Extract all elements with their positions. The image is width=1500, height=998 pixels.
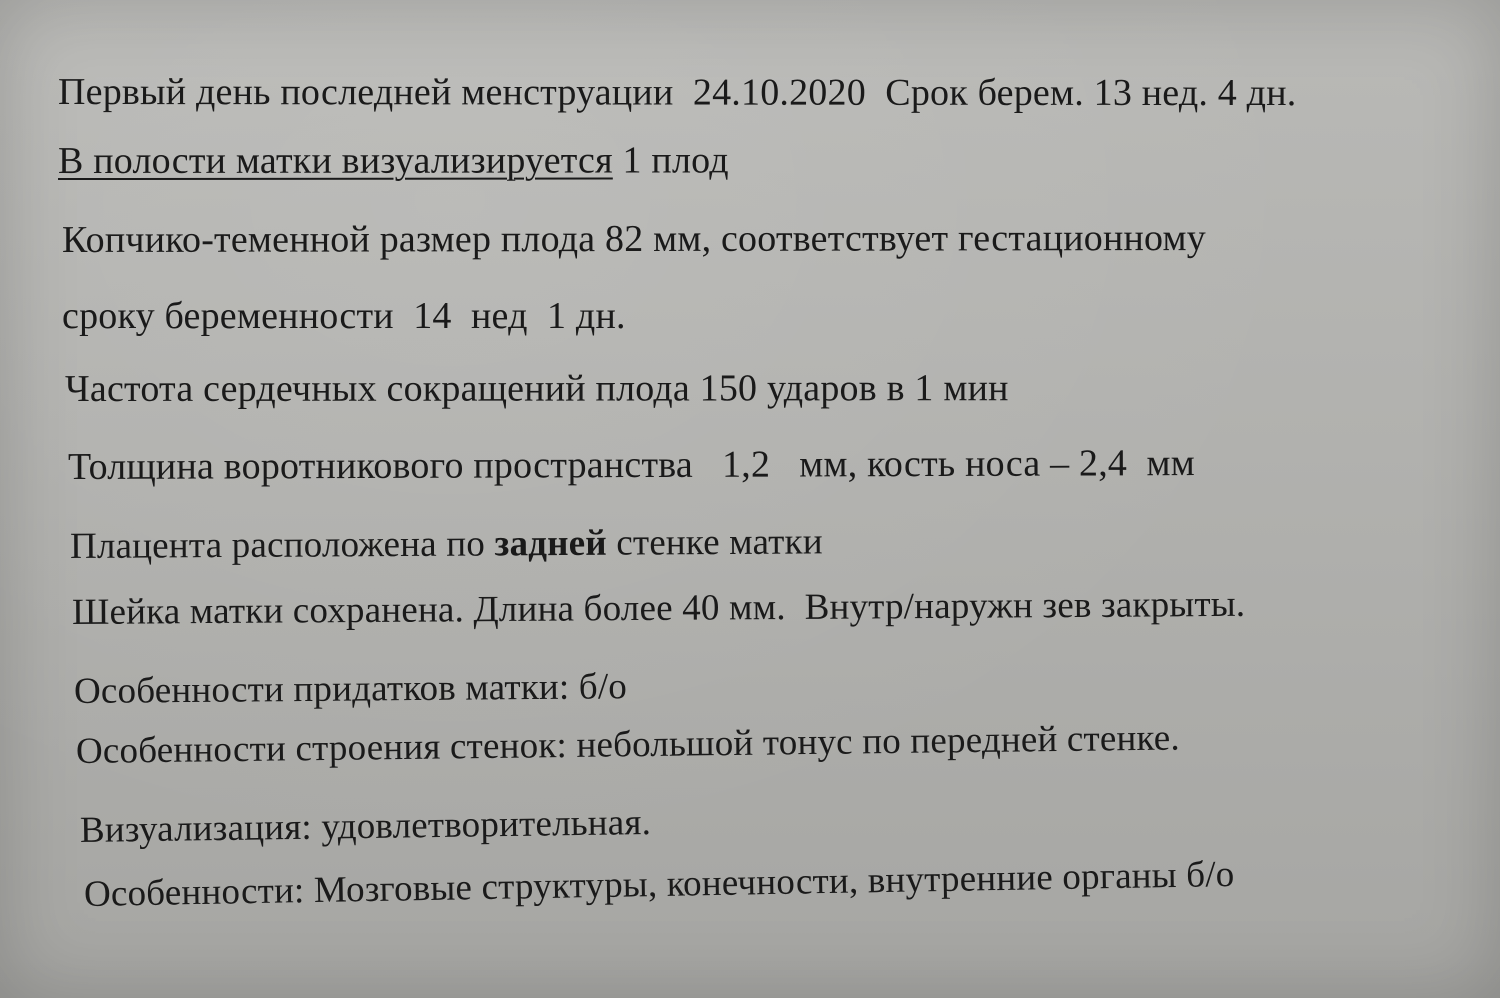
last-period-line [57,71,1297,115]
last-period-label: Первый день последней менструации [57,71,674,114]
uterus-cavity-label: В полости матки визуализируется [57,139,613,182]
placenta-suffix: стенке матки [606,521,823,564]
placenta-prefix: Плацента расположена по [69,523,495,567]
fetus-count-line [58,141,729,180]
fetus-count-value: 1 плод [622,139,729,182]
features-line: Особенности: Мозговые структуры, конечности, внутренние органы б/о [83,853,1235,915]
placenta-position: задней [494,522,607,565]
adnexa-line: Особенности придатков матки: б/о [73,666,628,712]
visualization-line: Визуализация: удовлетворительная. [79,802,652,851]
gestational-age-line: сроку беременности 14 нед 1 дн. [62,295,626,337]
crl-line: Копчико-теменной размер плода 82 мм, соответствует гестационному [61,217,1206,261]
term-label: Срок берем. [885,71,1084,114]
heart-rate-line: Частота сердечных сокращений плода 150 ударов в 1 мин [64,367,1009,410]
walls-line: Особенности строения стенок: небольшой тонус по передней стенке. [75,717,1181,772]
last-period-date: 24.10.2020 [692,71,866,114]
placenta-line [70,523,823,565]
cervix-line: Шейка матки сохранена. Длина более 40 мм. Внутр/наружн зев закрыты. [71,583,1246,633]
nuchal-line: Толщина воротникового пространства 1,2 мм, кость носа – 2,4 мм [67,442,1196,488]
term-value: 13 нед. 4 дн. [1093,71,1297,115]
